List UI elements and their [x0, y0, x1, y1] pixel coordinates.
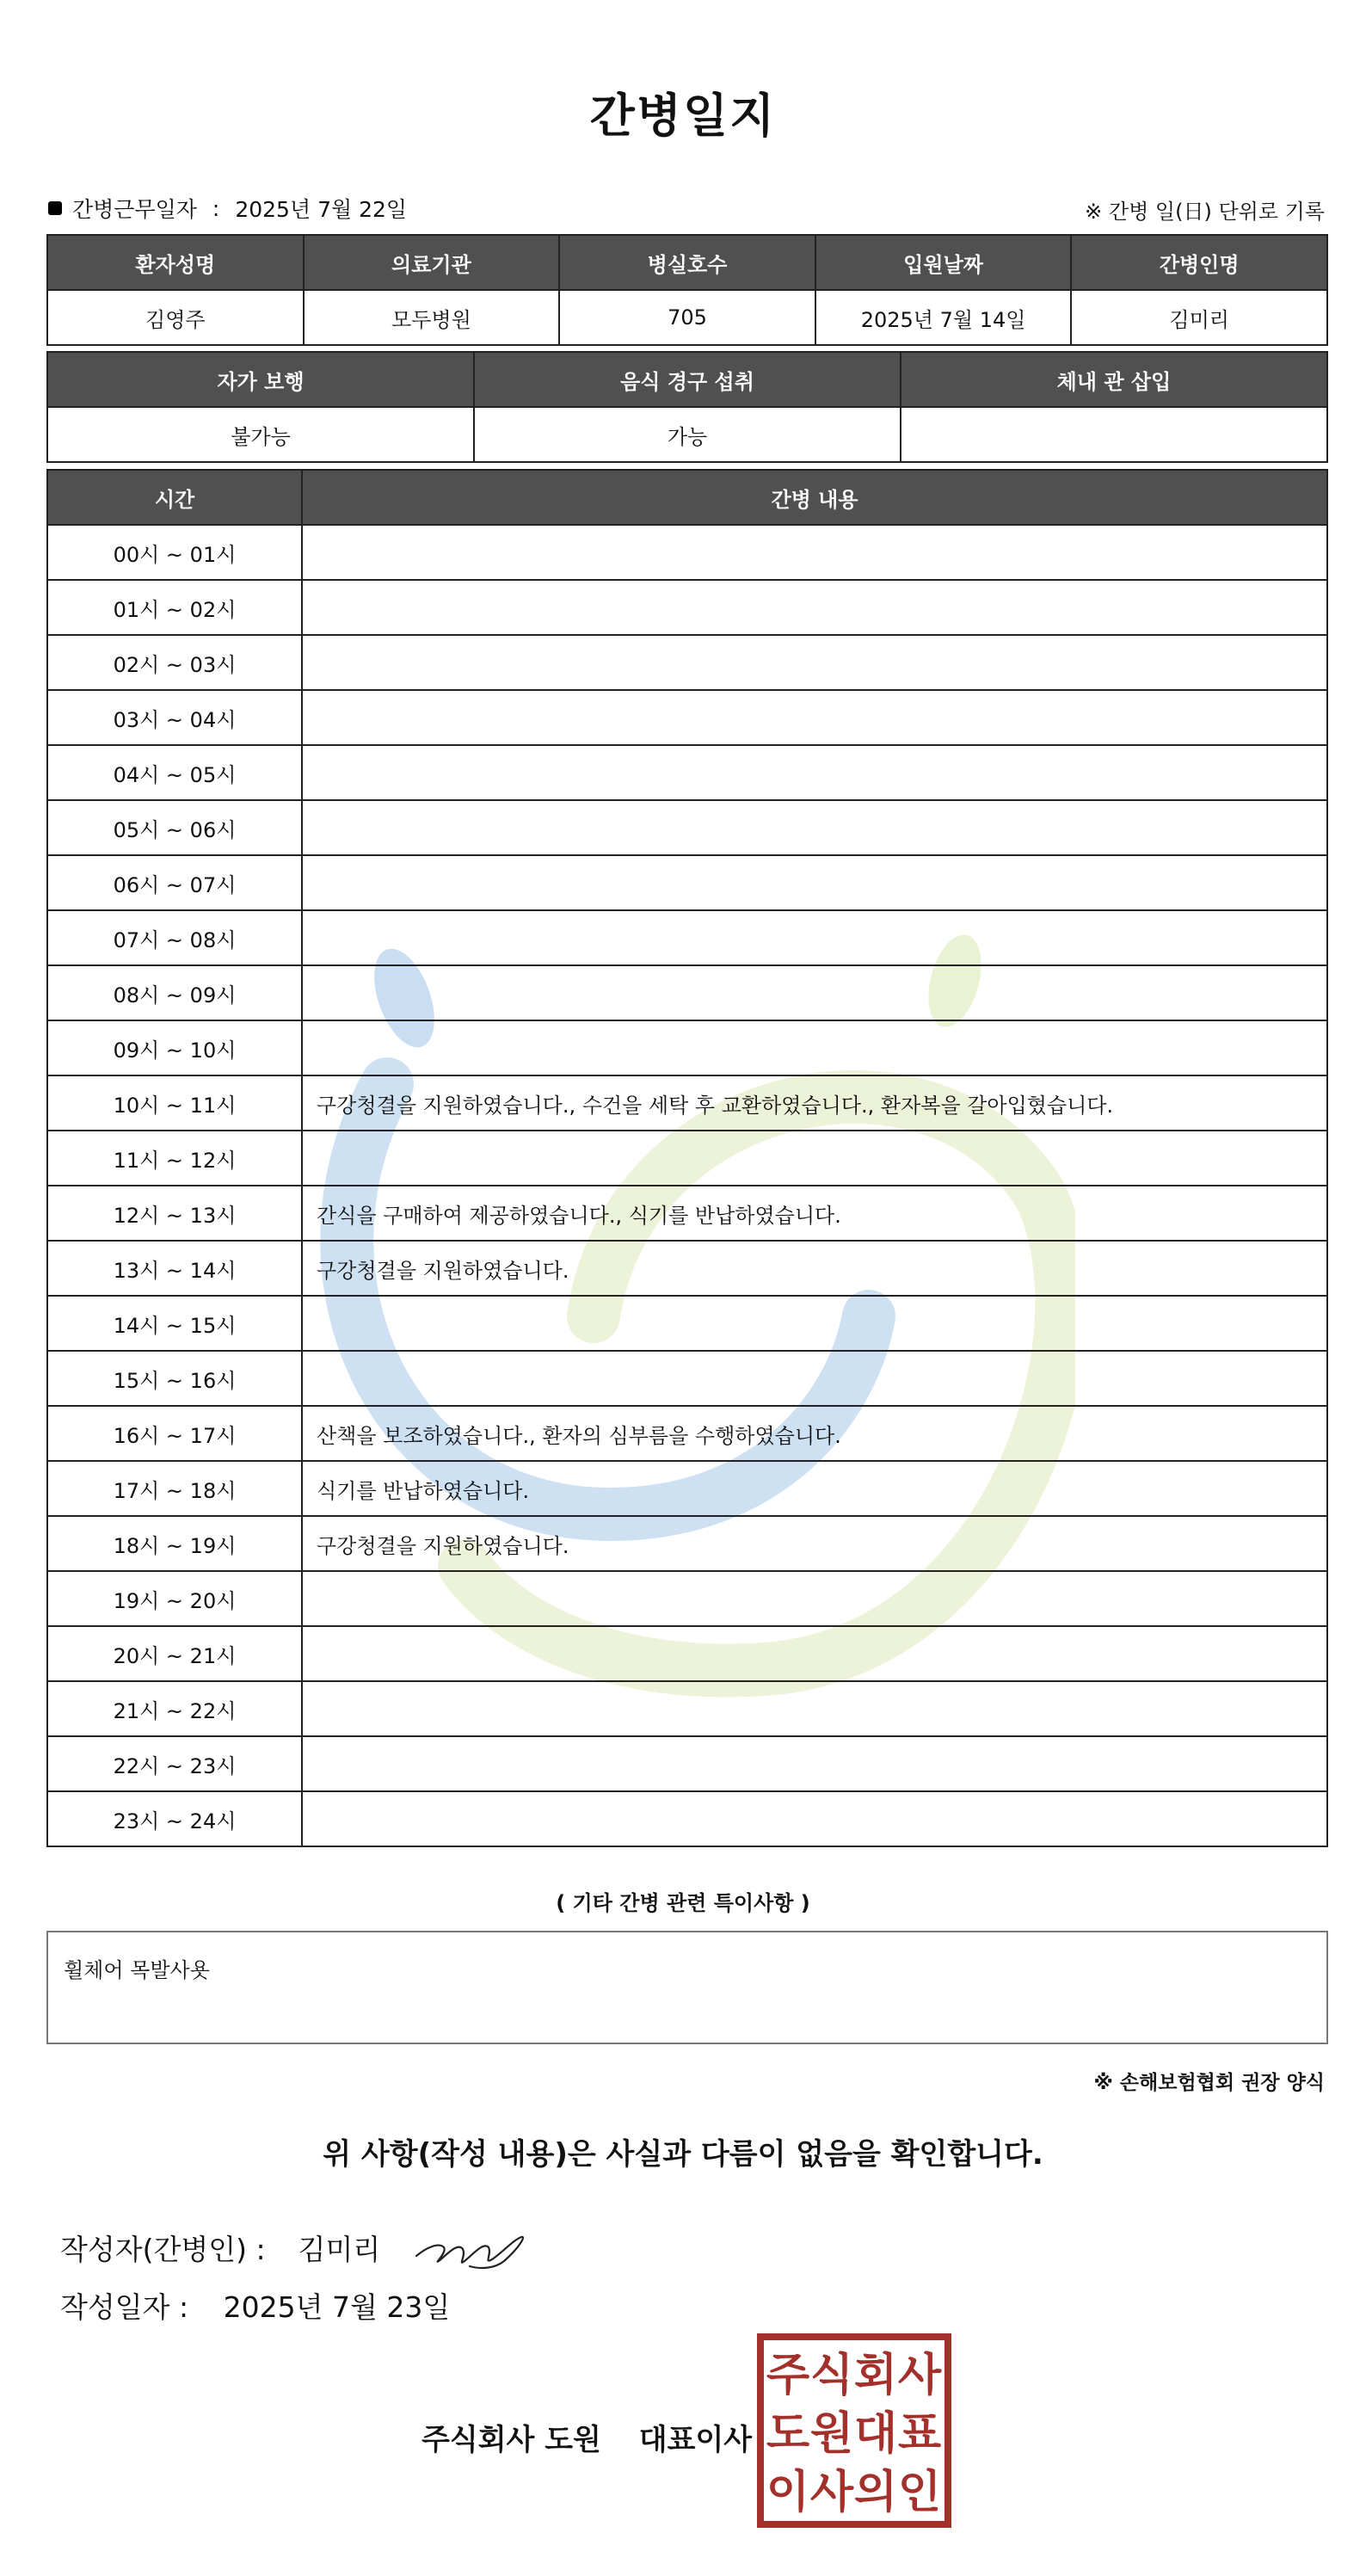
- row-time: 21시 ~ 22시: [47, 1681, 302, 1736]
- row-time: 12시 ~ 13시: [47, 1186, 302, 1241]
- company-seal-stamp: [757, 2333, 951, 2528]
- special-notes-text: 휠체어 목발사욧: [64, 1958, 210, 1982]
- row-care-content: [302, 1736, 1327, 1791]
- admission-date: 2025년 7월 14일: [815, 290, 1072, 345]
- table-row: [47, 1075, 1327, 1131]
- oral-intake-value: 가능: [474, 407, 901, 462]
- row-time: 13시 ~ 14시: [47, 1241, 302, 1296]
- row-care-content: [302, 745, 1327, 800]
- row-time: 04시 ~ 05시: [47, 745, 302, 800]
- seal-glyph: 대: [853, 2407, 898, 2460]
- row-time: 07시 ~ 08시: [47, 910, 302, 965]
- row-care-content: 산책을 보조하였습니다., 환자의 심부름을 수행하였습니다.: [302, 1406, 1327, 1461]
- work-date-line: [48, 193, 407, 224]
- header-room: 병실호수: [559, 235, 815, 290]
- row-care-content: [302, 690, 1327, 745]
- table-row: [47, 635, 1327, 690]
- row-time: 15시 ~ 16시: [47, 1351, 302, 1406]
- seal-glyph: 식: [809, 2349, 854, 2401]
- recommend-note: ※ 손해보험협회 권장 양식: [1093, 2072, 1325, 2094]
- header-oral-intake: 음식 경구 섭취: [474, 352, 901, 407]
- handwritten-signature: [409, 2222, 538, 2273]
- unit-note: ※ 간병 일(日) 단위로 기록: [1085, 200, 1325, 224]
- special-notes-box: [46, 1931, 1328, 2044]
- row-care-content: 구강청결을 지원하였습니다.: [302, 1241, 1327, 1296]
- seal-glyph: 사: [897, 2349, 942, 2401]
- seal-glyph: 의: [853, 2466, 898, 2518]
- row-care-content: [302, 1626, 1327, 1681]
- seal-glyph: 원: [809, 2407, 854, 2460]
- row-care-content: [302, 580, 1327, 635]
- writer-line: [60, 2222, 538, 2273]
- row-time: 17시 ~ 18시: [47, 1461, 302, 1516]
- seal-glyph: 회: [853, 2349, 898, 2401]
- row-care-content: [302, 800, 1327, 855]
- table-row: [47, 1351, 1327, 1406]
- patient-status-table: [46, 351, 1328, 463]
- written-date-label: 작성일자 :: [60, 2290, 189, 2324]
- table-row: [47, 580, 1327, 635]
- room-number: 705: [559, 290, 815, 345]
- written-date-line: [60, 2285, 450, 2326]
- table-row: [47, 745, 1327, 800]
- table-row: [47, 1516, 1327, 1571]
- row-time: 11시 ~ 12시: [47, 1131, 302, 1186]
- row-care-content: [302, 1791, 1327, 1846]
- table-row: [47, 1461, 1327, 1516]
- seal-glyph: 사: [809, 2466, 854, 2518]
- header-time: 시간: [47, 470, 302, 525]
- work-date-label: 간병근무일자: [72, 197, 197, 222]
- writer-label: 작성자(간병인) :: [60, 2232, 266, 2266]
- care-log-table: [46, 469, 1328, 1847]
- row-time: 16시 ~ 17시: [47, 1406, 302, 1461]
- table-row: [47, 855, 1327, 910]
- hospital-name: 모두병원: [304, 290, 560, 345]
- table-row: [47, 910, 1327, 965]
- row-time: 19시 ~ 20시: [47, 1571, 302, 1626]
- row-care-content: [302, 855, 1327, 910]
- row-time: 01시 ~ 02시: [47, 580, 302, 635]
- header-admission-date: 입원날짜: [815, 235, 1072, 290]
- company-title: 대표이사: [638, 2423, 753, 2457]
- table-row: [47, 1406, 1327, 1461]
- table-row: [47, 1296, 1327, 1351]
- row-time: 10시 ~ 11시: [47, 1075, 302, 1131]
- row-care-content: [302, 1131, 1327, 1186]
- header-caregiver: 간병인명: [1071, 235, 1327, 290]
- row-care-content: [302, 525, 1327, 580]
- row-care-content: 구강청결을 지원하였습니다.: [302, 1516, 1327, 1571]
- row-time: 05시 ~ 06시: [47, 800, 302, 855]
- row-time: 18시 ~ 19시: [47, 1516, 302, 1571]
- table-row: [47, 1681, 1327, 1736]
- header-care-content: 간병 내용: [302, 470, 1327, 525]
- writer-name: 김미리: [298, 2232, 381, 2266]
- table-row: [47, 525, 1327, 580]
- header-tube-insertion: 체내 관 삽입: [901, 352, 1327, 407]
- row-care-content: [302, 910, 1327, 965]
- table-row: [47, 1020, 1327, 1075]
- row-care-content: [302, 1296, 1327, 1351]
- seal-glyph: 인: [897, 2466, 942, 2518]
- row-time: 09시 ~ 10시: [47, 1020, 302, 1075]
- row-time: 02시 ~ 03시: [47, 635, 302, 690]
- written-date-value: 2025년 7월 23일: [223, 2290, 451, 2324]
- row-time: 14시 ~ 15시: [47, 1296, 302, 1351]
- seal-glyph: 도: [766, 2407, 810, 2460]
- tube-insertion-value: [901, 407, 1327, 462]
- care-log-rows: [47, 525, 1327, 1846]
- caregiver-name: 김미리: [1071, 290, 1327, 345]
- row-time: 20시 ~ 21시: [47, 1626, 302, 1681]
- document-title: 간병일지: [589, 89, 777, 143]
- company-name: 주식회사 도원: [421, 2423, 601, 2457]
- table-row: [47, 1626, 1327, 1681]
- company-line: [421, 2416, 752, 2458]
- table-row: [47, 965, 1327, 1020]
- table-row: [47, 1791, 1327, 1846]
- square-bullet-icon: [48, 201, 62, 215]
- row-care-content: [302, 1351, 1327, 1406]
- patient-info-table: [46, 234, 1328, 346]
- work-date-value: 2025년 7월 22일: [235, 197, 408, 222]
- table-row: [47, 690, 1327, 745]
- row-time: 22시 ~ 23시: [47, 1736, 302, 1791]
- row-care-content: 간식을 구매하여 제공하였습니다., 식기를 반납하였습니다.: [302, 1186, 1327, 1241]
- table-row: [47, 1131, 1327, 1186]
- table-row: [47, 1736, 1327, 1791]
- row-time: 00시 ~ 01시: [47, 525, 302, 580]
- row-time: 23시 ~ 24시: [47, 1791, 302, 1846]
- row-care-content: 구강청결을 지원하였습니다., 수건을 세탁 후 교환하였습니다., 환자복을 갈아입혔습니다.: [302, 1075, 1327, 1131]
- seal-glyph: 이: [766, 2466, 810, 2518]
- row-care-content: [302, 635, 1327, 690]
- self-walking-value: 불가능: [47, 407, 474, 462]
- table-row: [47, 1186, 1327, 1241]
- seal-glyph: 표: [897, 2407, 942, 2460]
- header-hospital: 의료기관: [304, 235, 560, 290]
- special-notes-title: ( 기타 간병 관련 특이사항 ): [556, 1891, 810, 1915]
- table-row: [47, 800, 1327, 855]
- row-care-content: [302, 1681, 1327, 1736]
- seal-glyph: 주: [766, 2349, 810, 2401]
- header-patient-name: 환자성명: [47, 235, 304, 290]
- row-care-content: [302, 1571, 1327, 1626]
- row-care-content: 식기를 반납하였습니다.: [302, 1461, 1327, 1516]
- row-care-content: [302, 965, 1327, 1020]
- work-date-separator: :: [212, 195, 220, 221]
- header-self-walking: 자가 보행: [47, 352, 474, 407]
- row-time: 03시 ~ 04시: [47, 690, 302, 745]
- row-time: 08시 ~ 09시: [47, 965, 302, 1020]
- row-care-content: [302, 1020, 1327, 1075]
- row-time: 06시 ~ 07시: [47, 855, 302, 910]
- table-row: [47, 1571, 1327, 1626]
- table-row: [47, 1241, 1327, 1296]
- patient-name: 김영주: [47, 290, 304, 345]
- confirmation-statement: 위 사항(작성 내용)은 사실과 다름이 없음을 확인합니다.: [323, 2137, 1043, 2172]
